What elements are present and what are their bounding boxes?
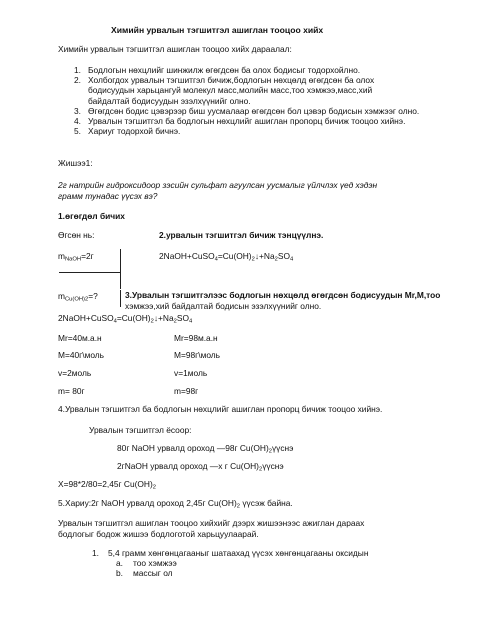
step3-heading-line: 3.Урвалын тэгшитгэлээс бодлогын нөхцөлд өгөгдсөн бодисуудын Mr,M,тоо (125, 290, 441, 300)
answer: 5.Хариу:2г NaOH урвалд ороход 2,45г $Cu(OH)_2$ үүсэж байна. (58, 498, 293, 510)
naoh-property: m= 80г (58, 386, 85, 396)
step-text: Бодлогын нөхцлийг шинжилж өгөгдсөн ба олох бодисыг тодорхойлно. (88, 65, 361, 75)
step-number: 5. (74, 126, 81, 137)
step-number: 2. (74, 75, 81, 86)
closing-text-line: бодлогыг бодож жишээ бодлоготой харьцуулаарай. (58, 529, 259, 539)
procedure-step (74, 106, 419, 116)
intro-text: Химийн урвалын тэгшитгэл ашиглан тооцоо хийх дараалал: (58, 44, 292, 54)
step2-heading: 2.урвалын тэгшитгэл бичиж тэнцүүлнэ. (159, 230, 324, 240)
example-label: Жишээ1: (58, 158, 93, 168)
cuoh2-property: m=98г (174, 386, 199, 396)
reaction-equation: $2NaOH+CuSO_4=Cu(OH)_2↓+Na_2SO_4$ (58, 313, 193, 325)
step1-heading: 1.өгөгдөл бичих (58, 211, 125, 221)
step-text: Хариуг тодорхой бичнэ. (88, 126, 181, 137)
proportion-line: 80г NaOH урвалд ороход —98г $Cu(OH)_2үүснэ$ (117, 443, 294, 455)
step4-heading: 4.Урвалын тэгшитгэл ба бодлогын нөхцлийг ашиглан пропорц бичиж тооцоо хийнэ. (58, 404, 383, 414)
step-text: байдалтай бодисуудын эзэлхүүнийг олно. (88, 95, 251, 106)
given-label: Өгсөн нь: (58, 230, 95, 240)
naoh-property: Mr=40м.а.н (58, 333, 102, 343)
cuoh2-property: M=98г\моль (174, 350, 221, 360)
compose-label: Урвалын тэгшитгэл ёсоор: (89, 425, 192, 435)
step-text: Холбогдох урвалын тэгшитгэл бичиж,бодлогын нөхцөлд өгөгдсөн ба олох (88, 75, 375, 86)
naoh-property: v=2моль (58, 368, 92, 378)
given-divider-vertical-lower (120, 290, 121, 307)
step-number: 1. (74, 65, 81, 75)
step-text: Урвалын тэгшитгэл ба бодлогын нөхцлийг ашиглан пропорц бичиж тооцоо хийнэ. (88, 116, 406, 127)
step3-heading-line: хэмжээ,хий байдалтай бодисын эзэлхүүнийг олно. (125, 301, 322, 311)
procedure-step (74, 65, 419, 75)
exercise-subitem: b. массыг ол (116, 568, 173, 578)
calculation: X=98*2/80=2,45г $Cu(OH)_2$ (58, 479, 157, 491)
given-mass: $m_{NaOH}=2г$ (58, 251, 94, 263)
procedure-step (74, 116, 419, 126)
given-divider-vertical (120, 249, 121, 289)
page-title: Химийн урвалын тэгшитгэл ашиглан тооцоо хийх (111, 25, 324, 35)
closing-text-line: Урвалын тэгшитгэл ашиглан тооцоо хийхийг дээрх жишээнээс ажиглан дараах (58, 518, 365, 528)
exercise-subitem: a. тоо хэмжээ (116, 558, 177, 568)
given-divider-horizontal (59, 272, 120, 273)
cuoh2-property: v=1моль (174, 368, 208, 378)
cuoh2-property: Mr=98м.а.н (174, 333, 218, 343)
proportion-line: 2гNaOH урвалд ороход —х г $Cu(OH)_2үүснэ$ (117, 461, 284, 473)
step-number: 3. (74, 105, 81, 116)
unknown-mass: $m_{Cu(OH)2}=$? (58, 291, 98, 303)
exercise-item: 1. 5,4 грамм хөнгөнцагааныг шатаахад үүсэх хөнгөнцагааны оксидын (92, 548, 369, 558)
reaction-equation: $2NaOH+CuSO_4=Cu(OH)_2↓+Na_2SO_4$ (159, 251, 294, 263)
step-text: бодисуудын харьцангуй молекул масс,молийн масс,тоо хэмжээ,масс,хий (88, 85, 373, 96)
procedure-step (74, 75, 419, 106)
procedure-list (74, 65, 419, 136)
naoh-property: M=40г\моль (58, 350, 105, 360)
procedure-step (74, 126, 419, 136)
step-text: Өгөгдсөн бодис цэвэрээр биш уусмалаар өгөгдсөн бол цэвэр бодисын хэмжээг олно. (88, 105, 420, 116)
problem-text-line: 2г натрийн гидроксидоор зэсийн сульфат агуулсан уусмалыг үйлчлэх үед хэдэн (58, 180, 378, 190)
step-number: 4. (74, 116, 81, 127)
problem-text-line: грамм тунадас үүсэх вэ? (58, 191, 158, 201)
